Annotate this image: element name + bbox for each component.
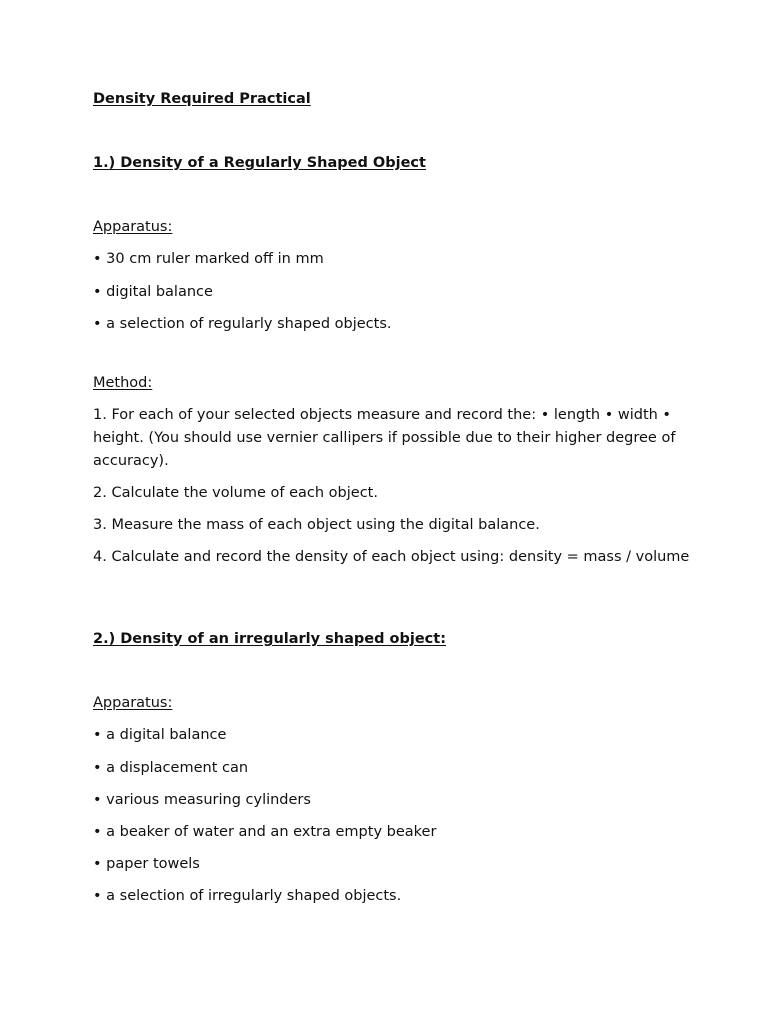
section1-apparatus-label: Apparatus: [93, 219, 173, 235]
section1-method-label: Method: [93, 375, 153, 391]
apparatus-item: • a digital balance [93, 727, 227, 743]
method-step: 2. Calculate the volume of each object. [93, 485, 378, 501]
apparatus-item: • various measuring cylinders [93, 792, 311, 808]
method-step: 4. Calculate and record the density of each object using: density = mass / volume [93, 549, 690, 565]
section2-heading: 2.) Density of an irregularly shaped object: [93, 631, 447, 647]
method-step: 3. Measure the mass of each object using the digital balance. [93, 517, 540, 533]
apparatus-item: • a displacement can [93, 760, 249, 776]
method-step: 1. For each of your selected objects measure and record the: • length • width • height. (You should use vernier callipers if possible due to their higher degree of accuracy). [93, 407, 676, 469]
apparatus-item: • a selection of regularly shaped objects. [93, 316, 392, 332]
apparatus-item: • digital balance [93, 284, 213, 300]
apparatus-item: • a selection of irregularly shaped objects. [93, 888, 402, 904]
section1-heading: 1.) Density of a Regularly Shaped Object [93, 155, 426, 171]
apparatus-item: • paper towels [93, 856, 200, 872]
apparatus-item: • 30 cm ruler marked off in mm [93, 251, 324, 267]
document-title: Density Required Practical [93, 91, 311, 107]
section2-apparatus-label: Apparatus: [93, 695, 173, 711]
apparatus-item: • a beaker of water and an extra empty beaker [93, 824, 437, 840]
